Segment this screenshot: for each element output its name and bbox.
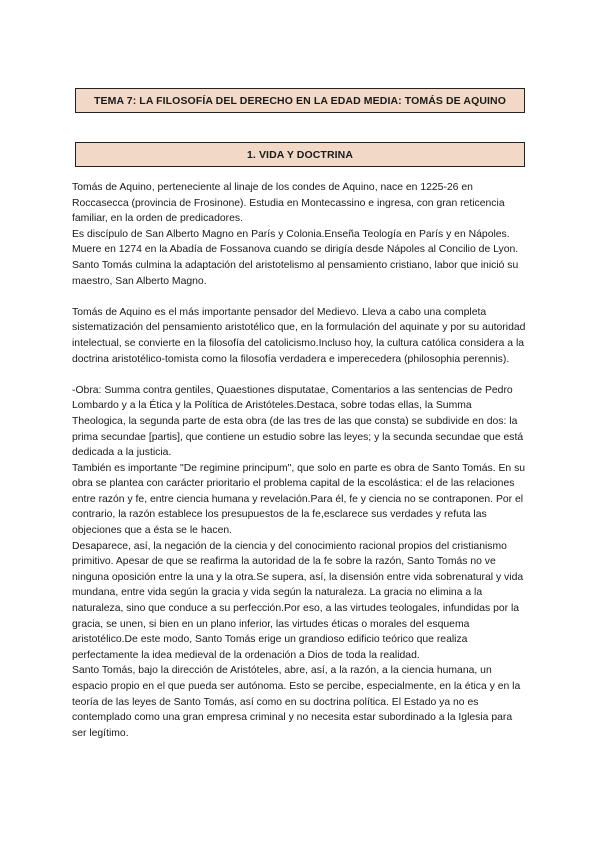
paragraph-importance: Tomás de Aquino es el más importante pensador del Medievo. Lleva a cabo una completa sistematización del pensamiento aristotélico que, en la formulación del aquinate y por su autoridad intelectual, se convierte en la filosofía del catolicismo.Incluso hoy, la cultura católica considera a la doctrina aristotélico-tomista como la filosofía verdadera e imperecedera (philosophia perennis). bbox=[72, 306, 526, 365]
paragraph-birth: Tomás de Aquino, perteneciente al linaje de los condes de Aquino, nace en 1225-26 en Roccasecca (provincia de Frosinone). Estudia en Montecassino e ingresa, con gran reticencia familiar, en la orden de predicadores. bbox=[72, 182, 505, 225]
chapter-title: TEMA 7: LA FILOSOFÍA DEL DERECHO EN LA EDAD MEDIA: TOMÁS DE AQUINO bbox=[93, 94, 507, 107]
paragraph-gap bbox=[72, 289, 528, 305]
chapter-title-box bbox=[75, 88, 525, 113]
section-title-box bbox=[75, 142, 525, 167]
body-text bbox=[72, 180, 528, 741]
paragraph-gap bbox=[72, 367, 528, 383]
paragraph-faith-reason: Desaparece, así, la negación de la ciencia y del conocimiento racional propios del cristianismo primitivo. Apesar de que se reafirma la autoridad de la fe sobre la razón, Santo Tomás no ve ninguna oposición entre la una y la otra.Se supera, así, la disensión entre vida sobrenatural y vida mundana, entre vida según la gracia y vida según la naturaleza. La gracia no elimina a la naturaleza, sino que conduce a su perfección.Por eso, a las virtudes teologales, infundidas por la gracia, se unen, si bien en un plano inferior, las virtudes éticas o morales del esquema aristotélico.De este modo, Santo Tomás erige un grandioso edificio teórico que realiza perfectamente la idea medieval de la ordenación a Dios de toda la realidad. bbox=[72, 540, 524, 661]
paragraph-disciple: Es discípulo de San Alberto Magno en París y Colonia.Enseña Teología en París y en Nápoles. Muere en 1274 en la Abadía de Fossanova cuando se dirigía desde Nápoles al Concilio de Lyon. bbox=[72, 228, 519, 256]
paragraph-autonomy: Santo Tomás, bajo la dirección de Aristóteles, abre, así, a la razón, a la ciencia humana, un espacio propio en el que pueda ser autónoma. Esto se percibe, especialmente, en la ética y en la teoría de las leyes de Santo Tomás, así como en su doctrina política. El Estado ya no es contemplado como una gran empresa criminal y no necesita estar subordinado a la Iglesia para ser legítimo. bbox=[72, 665, 521, 739]
paragraph-aristotelianism: Santo Tomás culmina la adaptación del aristotelismo al pensamiento cristiano, labor que inició su maestro, San Alberto Magno. bbox=[72, 259, 519, 287]
paragraph-regimine: También es importante "De regimine principum", que solo en parte es obra de Santo Tomás. En su obra se plantea con carácter prioritario el problema capital de la escolástica: el de las relaciones entre razón y fe, entre ciencia humana y revelación.Para él, fe y ciencia no se contraponen. Por el contrario, la razón establece los presupuestos de la fe,esclarece sus verdades y refuta las objeciones que a ésta se le hacen. bbox=[72, 462, 526, 537]
paragraph-works: -Obra: Summa contra gentiles, Quaestiones disputatae, Comentarios a las sentencias de Pedro Lombardo y a la Ética y la Política de Aristóteles.Destaca, sobre todas ellas, la Summa Theologica, la segunda parte de esta obra (de las tres de las que consta) se subdivide en dos: la prima secundae [partis], que contiene un estudio sobre las leyes; y la secunda secundae que está dedicada a la justicia. bbox=[72, 384, 524, 459]
section-title: 1. VIDA Y DOCTRINA bbox=[246, 148, 354, 161]
